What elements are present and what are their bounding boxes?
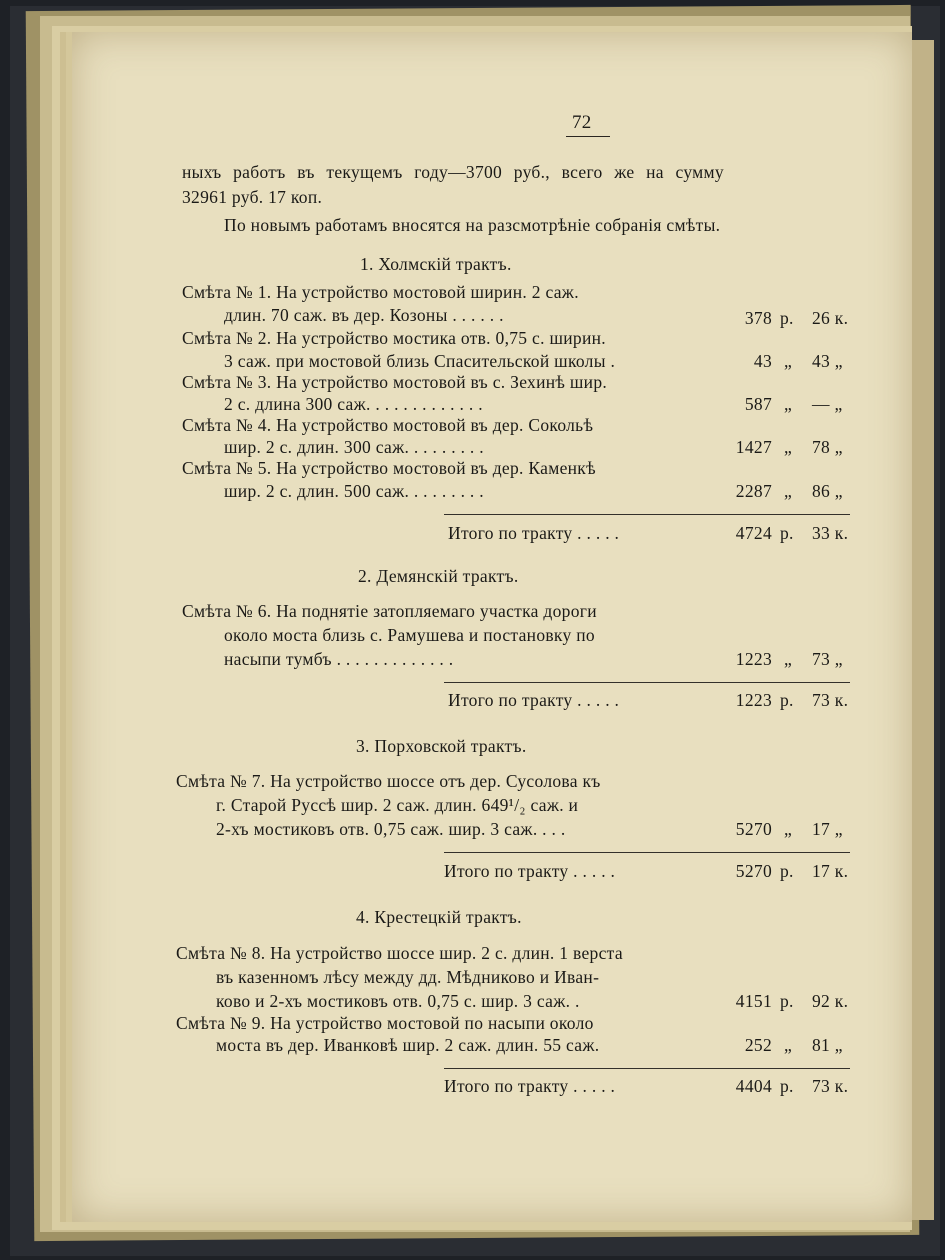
estimate-2-unit: „ (784, 351, 793, 371)
estimate-5-unit: „ (784, 481, 793, 501)
estimate-8-kopecks: 92 к. (812, 991, 849, 1011)
estimate-7-line-2: г. Старой Руссѣ шир. 2 саж. длин. 649¹/₂ саж. и (216, 795, 579, 815)
estimate-9-line-1: Смѣта № 9. На устройство мостовой по насыпи около (176, 1013, 594, 1033)
estimate-7-line-3: 2-хъ мостиковъ отв. 0,75 саж. шир. 3 саж. . . . (216, 819, 566, 839)
section-1-total-rubles: 4724 (735, 523, 772, 543)
section-1-total-label: Итого по тракту . . . . . (448, 523, 620, 543)
estimate-4-rubles: 1427 (735, 437, 772, 457)
estimate-3-kopecks: — „ (812, 394, 843, 414)
section-heading-2: 2. Демянскій трактъ. (358, 566, 519, 586)
estimate-4-line-2: шир. 2 с. длин. 300 саж. . . . . . . . . (224, 437, 484, 457)
intro-line-2: 32961 руб. 17 коп. (182, 187, 323, 207)
section-heading-1: 1. Холмскій трактъ. (360, 254, 512, 274)
book-page (72, 32, 912, 1222)
section-4-total-kopecks: 73 к. (812, 1076, 849, 1096)
estimate-1-unit: р. (780, 308, 794, 328)
estimate-4-unit: „ (784, 437, 793, 457)
page-content (72, 32, 912, 1222)
estimate-6-unit: „ (784, 649, 793, 669)
estimate-5-rubles: 2287 (735, 481, 772, 501)
estimate-2-line-1: Смѣта № 2. На устройство мостика отв. 0,75 с. ширин. (182, 328, 606, 348)
estimate-9-unit: „ (784, 1035, 793, 1055)
estimate-8-unit: р. (780, 991, 794, 1011)
estimate-1-rubles: 378 (744, 308, 772, 328)
estimate-7-kopecks: 17 „ (812, 819, 843, 839)
page-number: 72 (572, 112, 592, 133)
section-4-total-unit: р. (780, 1076, 794, 1096)
estimate-6-line-1: Смѣта № 6. На поднятіе затопляемаго участка дороги (182, 601, 597, 621)
estimate-3-rubles: 587 (744, 394, 772, 414)
estimate-1-line-1: Смѣта № 1. На устройство мостовой ширин. 2 саж. (182, 282, 579, 302)
section-1-total-unit: р. (780, 523, 794, 543)
estimate-9-rubles: 252 (744, 1035, 772, 1055)
section-2-total-rule (444, 682, 850, 683)
estimate-3-line-1: Смѣта № 3. На устройство мостовой въ с. Зехинѣ шир. (182, 372, 608, 392)
section-3-total-unit: р. (780, 861, 794, 881)
estimate-2-kopecks: 43 „ (812, 351, 843, 371)
estimate-6-rubles: 1223 (735, 649, 772, 669)
estimate-8-line-3: ково и 2-хъ мостиковъ отв. 0,75 с. шир. 3 саж. . (216, 991, 580, 1011)
estimate-4-line-1: Смѣта № 4. На устройство мостовой въ дер. Сокольѣ (182, 415, 594, 435)
estimate-7-rubles: 5270 (735, 819, 772, 839)
section-1-total-kopecks: 33 к. (812, 523, 849, 543)
section-4-total-label: Итого по тракту . . . . . (444, 1076, 616, 1096)
section-4-total-rule (444, 1068, 850, 1069)
estimate-6-line-2: около моста близь с. Рамушева и постановку по (224, 625, 595, 645)
lead-paragraph: По новымъ работамъ вносятся на разсмотрѣніе собранія смѣты. (224, 215, 721, 235)
section-3-total-rubles: 5270 (735, 861, 772, 881)
estimate-7-unit: „ (784, 819, 793, 839)
page-number-rule (566, 136, 610, 137)
estimate-9-kopecks: 81 „ (812, 1035, 843, 1055)
estimate-1-line-2: длин. 70 саж. въ дер. Козоны . . . . . . (224, 305, 504, 325)
section-2-total-label: Итого по тракту . . . . . (448, 690, 620, 710)
intro-line-1: ныхъ работъ въ текущемъ году—3700 руб., всего же на сумму (182, 162, 724, 182)
section-3-total-label: Итого по тракту . . . . . (444, 861, 616, 881)
estimate-6-kopecks: 73 „ (812, 649, 843, 669)
estimate-5-line-1: Смѣта № 5. На устройство мостовой въ дер. Каменкѣ (182, 458, 596, 478)
estimate-6-line-3: насыпи тумбъ . . . . . . . . . . . . . (224, 649, 454, 669)
estimate-2-line-2: 3 саж. при мостовой близь Спасительской школы . (224, 351, 616, 371)
estimate-1-kopecks: 26 к. (812, 308, 849, 328)
estimate-2-rubles: 43 (753, 351, 772, 371)
section-3-total-kopecks: 17 к. (812, 861, 849, 881)
estimate-8-rubles: 4151 (735, 991, 772, 1011)
estimate-3-line-2: 2 с. длина 300 саж. . . . . . . . . . . . . (224, 394, 483, 414)
estimate-5-line-2: шир. 2 с. длин. 500 саж. . . . . . . . . (224, 481, 484, 501)
section-1-total-rule (444, 514, 850, 515)
page-gutter (912, 40, 934, 1220)
section-2-total-kopecks: 73 к. (812, 690, 849, 710)
estimate-9-line-2: моста въ дер. Иванковѣ шир. 2 саж. длин. 55 саж. (216, 1035, 600, 1055)
estimate-8-line-2: въ казенномъ лѣсу между дд. Мѣдниково и Иван- (216, 967, 600, 987)
estimate-5-kopecks: 86 „ (812, 481, 843, 501)
section-heading-4: 4. Крестецкій трактъ. (356, 907, 522, 927)
estimate-3-unit: „ (784, 394, 793, 414)
section-3-total-rule (444, 852, 850, 853)
section-2-total-unit: р. (780, 690, 794, 710)
estimate-4-kopecks: 78 „ (812, 437, 843, 457)
estimate-7-line-1: Смѣта № 7. На устройство шоссе отъ дер. Сусолова къ (176, 771, 601, 791)
section-4-total-rubles: 4404 (735, 1076, 772, 1096)
estimate-8-line-1: Смѣта № 8. На устройство шоссе шир. 2 с. длин. 1 верста (176, 943, 623, 963)
section-heading-3: 3. Порховской трактъ. (356, 736, 527, 756)
section-2-total-rubles: 1223 (735, 690, 772, 710)
